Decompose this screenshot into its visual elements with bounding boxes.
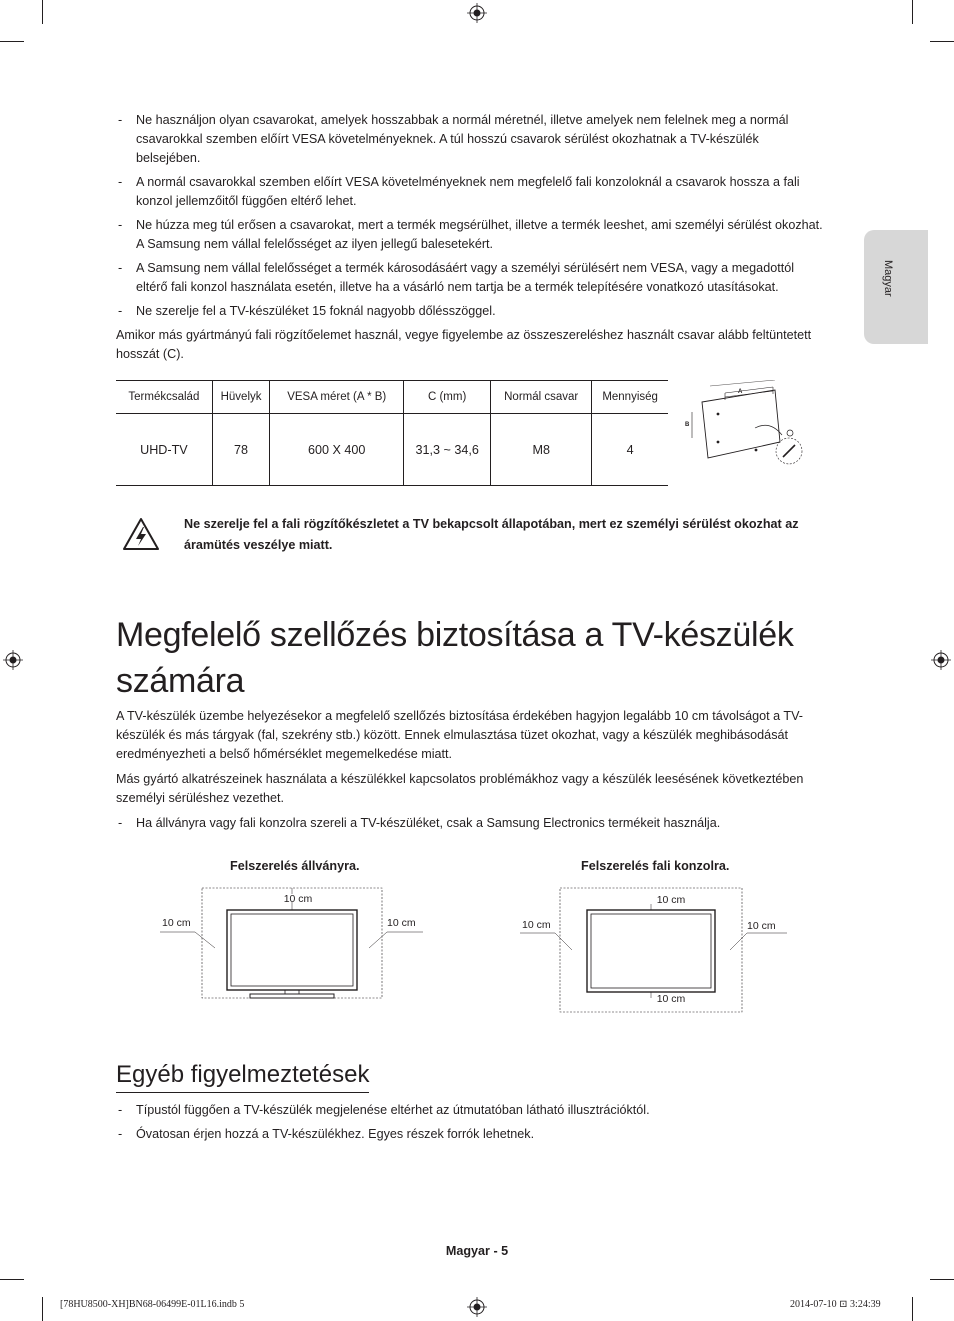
- wall-figure-title: Felszerelés fali konzolra.: [581, 859, 730, 873]
- registration-mark-icon: [467, 3, 487, 23]
- table-cell: 4: [592, 414, 668, 486]
- ventilation-paragraph: A TV-készülék üzembe helyezésekor a megfelelő szellőzés biztosítása érdekében hagyjon legalább 10 cm távolságot a TV-készülék és más tárgyak (fal, szekrény stb.) között. Ennek elmulasztása tüzet okozhat, vagy a készülék meghibásodását eredményezheti a belső hőmérséklet megemelkedése miatt.: [116, 709, 803, 761]
- table-header: Normál csavar: [491, 381, 592, 414]
- crop-mark: [42, 1297, 43, 1321]
- warning-text: Ne szerelje fel a fali rögzítőkészletet a TV bekapcsolt állapotában, mert ez személyi sérülést okozhat az áramütés veszélye miatt.: [184, 517, 799, 552]
- list-item: - Ne húzza meg túl erősen a csavarokat, mert a termék megsérülhet, illetve a termék leeshet, ami személyi sérülést okozhat. A Samsung nem vállal felelősséget az ilyen jellegű balesetekért.: [116, 216, 824, 254]
- language-side-tab: [864, 230, 928, 344]
- vesa-spec-table: [116, 380, 668, 486]
- registration-mark-icon: [467, 1297, 487, 1317]
- wall-installation-diagram: [515, 880, 795, 1015]
- screw-warnings-list: [116, 111, 824, 326]
- crop-mark: [930, 41, 954, 42]
- side-tab-label: Magyar: [882, 260, 894, 297]
- table-cell: UHD-TV: [116, 414, 212, 486]
- list-item: - Ne használjon olyan csavarokat, amelyek hosszabbak a normál méretnél, illetve amelyek nem felelnek meg a normál csavarokkal szemben előírt VESA követelményeknek. A túl hosszú csavarok sérülést okozhatnak a TV-készülék belsejében.: [116, 111, 824, 168]
- list-item: - A Samsung nem vállal felelősséget a termék károsodásáért vagy a személyi sérülésért nem VESA, vagy a megadottól eltérő fali konzol használata esetén, illetve ha a vásárló nem tartja be a termék telepítésére vonatkozó utasításokat.: [116, 259, 824, 297]
- crop-mark: [930, 1279, 954, 1280]
- crop-mark: [912, 1297, 913, 1321]
- diagram-label-a: A: [738, 389, 743, 395]
- gap-label-bottom: 10 cm: [656, 993, 686, 1005]
- list-item: - Ne szerelje fel a TV-készüléket 15 foknál nagyobb dőlésszöggel.: [116, 302, 824, 321]
- table-cell: M8: [491, 414, 592, 486]
- table-header: Hüvelyk: [212, 381, 270, 414]
- crop-mark: [0, 1279, 24, 1280]
- table-cell: 31,3 ~ 34,6: [404, 414, 491, 486]
- section-heading: Egyéb figyelmeztetések: [116, 1060, 369, 1093]
- diagram-label-b: B: [685, 422, 690, 428]
- page-number: Magyar - 5: [445, 1244, 509, 1258]
- screw-length-note: Amikor más gyártmányú fali rögzítőelemet használ, vegye figyelembe az összeszereléshez használt csavar alább feltüntetett hosszát (C).: [116, 328, 812, 361]
- stand-installation-diagram: [155, 880, 430, 1005]
- table-header: C (mm): [404, 381, 491, 414]
- other-warnings-list: [116, 1101, 824, 1149]
- gap-label-top: 10 cm: [283, 893, 313, 905]
- table-header: Termékcsalád: [116, 381, 212, 414]
- gap-label-left: 10 cm: [162, 917, 191, 929]
- wall-mount-diagram: [680, 380, 810, 475]
- list-item: - Óvatosan érjen hozzá a TV-készülékhez. Egyes részek forrók lehetnek.: [116, 1125, 824, 1144]
- crop-mark: [42, 0, 43, 24]
- mounting-list: [116, 814, 824, 838]
- third-party-paragraph: Más gyártó alkatrészeinek használata a készülékkel kapcsolatos problémákhoz vagy a készülék leesésének következtében személyi sérüléshez vezethet.: [116, 772, 804, 805]
- table-header: VESA méret (A * B): [270, 381, 404, 414]
- table-row: [116, 414, 668, 486]
- table-header-row: [116, 381, 668, 414]
- crop-mark: [0, 41, 24, 42]
- gap-label-right: 10 cm: [747, 920, 776, 932]
- table-cell: 600 X 400: [270, 414, 404, 486]
- print-date-info: 2014-07-10 ⊡ 3:24:39: [790, 1299, 881, 1310]
- gap-label-left: 10 cm: [522, 919, 551, 931]
- list-item: - Ha állványra vagy fali konzolra szereli a TV-készüléket, csak a Samsung Electronics termékeit használja.: [116, 814, 824, 833]
- registration-mark-icon: [3, 650, 23, 670]
- gap-label-top: 10 cm: [656, 894, 686, 906]
- list-item: - Típustól függően a TV-készülék megjelenése eltérhet az útmutatóban látható illusztrációktól.: [116, 1101, 824, 1120]
- table-header: Mennyiség: [592, 381, 668, 414]
- print-file-info: [78HU8500-XH]BN68-06499E-01L16.indb 5: [60, 1299, 245, 1310]
- table-cell: 78: [212, 414, 270, 486]
- stand-figure-title: Felszerelés állványra.: [230, 859, 360, 873]
- list-item: - A normál csavarokkal szemben előírt VESA követelményeknek nem megfelelő fali konzoloknál a csavarok hossza a fali konzol jellemzőitől függően eltérő lehet.: [116, 173, 824, 211]
- electric-hazard-icon: [122, 517, 160, 551]
- page-title: Megfelelő szellőzés biztosítása a TV-készülék számára: [116, 616, 794, 700]
- registration-mark-icon: [931, 650, 951, 670]
- crop-mark: [912, 0, 913, 24]
- gap-label-right: 10 cm: [387, 917, 416, 929]
